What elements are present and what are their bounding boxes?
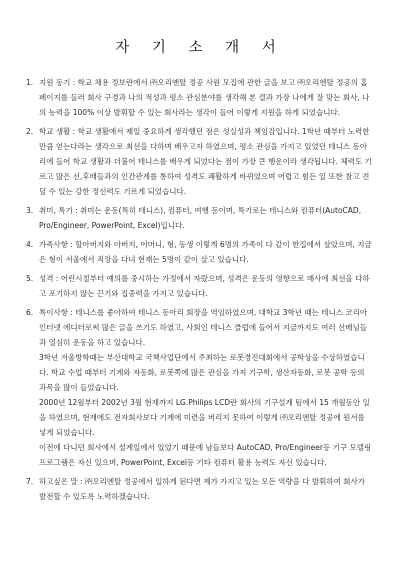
section-paragraph: 3학년 겨울방학때는 부산대학교 국책사업단에서 주최하는 로봇경진대회에서 공학상을 수상하였습니다. 학교 수업 때부터 기계와 자동화, 로봇쪽에 많은 관심을 가져 기구학, 생산자동화, 로봇 공학 등의 과목을 많이 들었습니다. xyxy=(39,353,365,392)
section-body xyxy=(39,124,374,199)
section-body xyxy=(39,237,374,267)
document-title: 자 기 소 개 서 xyxy=(115,40,285,56)
section-paragraph: 2000년 12월부터 2002년 3월 현재까지 LG.Philips LCD란 회사의 기구설계 팀에서 15 개월동안 일을 하였으며, 현재에도 전자회사보다 기계에 미련을 버리지 못하여 이렇게 ㈜오리엔탈 정공에 원서를 넣게 되었습니다. xyxy=(39,398,370,437)
section-4 xyxy=(26,237,374,267)
section-body xyxy=(39,305,374,470)
section-body xyxy=(39,271,374,301)
section-number: 1. xyxy=(26,78,34,87)
section-number: 3. xyxy=(26,206,34,215)
section-body xyxy=(39,75,374,120)
section-paragraph: 지원 동기 : 학교 채용 정보란에서 ㈜오리엔탈 정공 사원 모집에 관한 글을 보고 ㈜오리엔탈 정공의 홈페이지를 들러 회사 구경과 나의 적성과 평소 관심분야를 생각해 본 결과 가장 나에게 잘 맞는 회사, 나의 능력을 100% 이상 발휘할 수 있는 회사라는 생각이 들어 이렇게 지원을 하게 되었습니다. xyxy=(39,78,370,117)
section-paragraph: 가족사항 : 할아버지와 아버지, 어머니, 형, 동생 이렇게 6명의 가족이 다 같이 한집에서 살았으며, 지금은 형이 서울에서 직장을 다녀 현재는 5명이 같이 살고 있습니다. xyxy=(39,240,372,264)
section-body xyxy=(39,203,374,233)
section-number: 7. xyxy=(26,477,34,486)
section-body xyxy=(39,474,374,504)
section-7 xyxy=(26,474,374,504)
section-3 xyxy=(26,203,374,233)
section-number: 4. xyxy=(26,240,34,249)
section-6 xyxy=(26,305,374,470)
section-1 xyxy=(26,75,374,120)
section-number: 2. xyxy=(26,127,34,136)
section-number: 6. xyxy=(26,308,34,317)
section-5 xyxy=(26,271,374,301)
section-paragraph: 하고싶은 말 : ㈜오리엔탈 정공에서 일하게 된다면 제가 가지고 있는 모든 역량을 다 발휘하여 회사가 발전할 수 있도록 노력하겠습니다. xyxy=(39,477,365,501)
section-2 xyxy=(26,124,374,199)
section-number: 5. xyxy=(26,274,34,283)
section-list xyxy=(26,75,374,504)
section-paragraph: 성격 : 어린시절부터 예의를 중시하는 가정에서 자랐으며, 성격은 운동의 영향으로 매사에 최선을 다하고 포기하지 않는 끈기와 집중력을 가지고 있습니다. xyxy=(39,274,370,298)
section-paragraph: 학교 생활 : 학교 생활에서 제일 중요하게 생각했던 점은 성실성과 책임감입니다. 1학년 때부터 노력한 만큼 얻는다라는 생각으로 최선을 다하며 배우고자 하였으며, 평소 관심을 가지고 있었던 테니스 동아리에 들어 학교 생활과 더불어 테니스를 배우게 되었다는 점이 가장 큰 행운이라 생각됩니다. 체력도 기르고 많은 선,후배들과의 인간관계를 통하여 성격도 쾌활하게 바뀌었으며 어렵고 힘든 일 또한 참고 견딜 수 있는 강한 정신력도 기르게 되었습니다. xyxy=(39,127,372,196)
section-paragraph: 특이사항 : 테니스를 좋아하여 테니스 동아리 회장을 역임하였으며, 대학교 3학년 때는 테니스 코리아 인터넷 에디터로써 많은 글을 쓰기도 하였고, 사회인 테니스 클럽에 들어서 지금까지도 여러 선배님들과 열심히 운동을 하고 있습니다. xyxy=(39,308,368,347)
section-paragraph: 취미, 특기 : 취미는 운동(특히 테니스), 컴퓨터, 여행 등이며, 특기로는 테니스와 컴퓨터(AutoCAD, Pro/Engineer, PowerPoint, Excel)입니다. xyxy=(39,206,362,230)
section-paragraph: 이전에 다니던 회사에서 설계일에서 있었기 때문에 남들보다 AutoCAD, Pro/Engineer등 기구 모델링 프로그램은 자신 있으며, PowerPoint, Excel등 기타 컴퓨터 활용 능력도 자신 있습니다. xyxy=(39,443,372,467)
